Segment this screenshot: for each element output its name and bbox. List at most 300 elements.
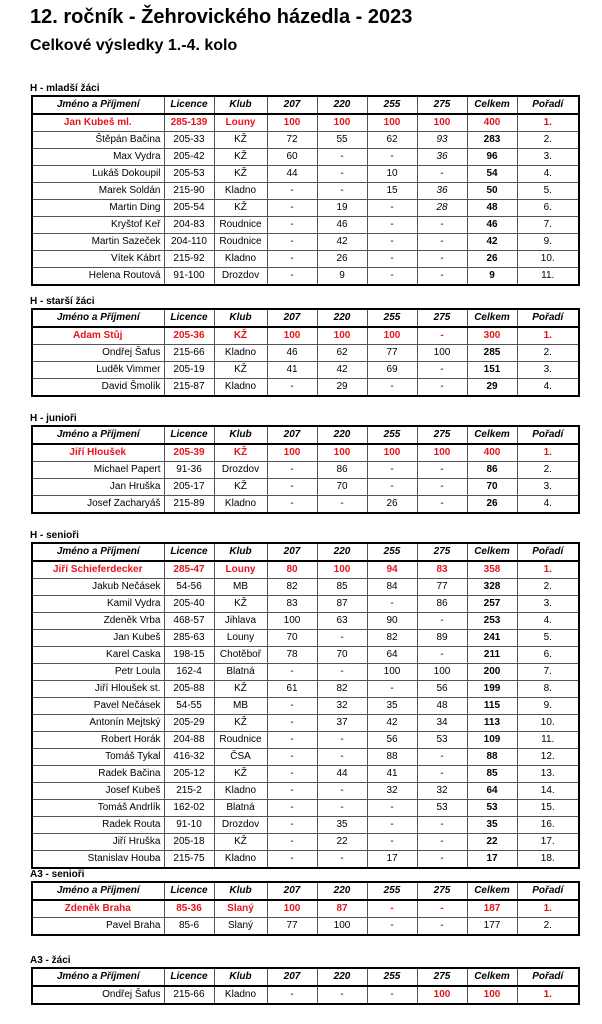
cell-rank: 8. [517, 681, 579, 698]
cell-r207: 41 [267, 362, 317, 379]
cell-rank: 4. [517, 166, 579, 183]
table-row [32, 918, 579, 936]
cell-r255: - [367, 834, 417, 851]
cell-r275: 28 [417, 200, 467, 217]
cell-r255: - [367, 268, 417, 286]
cell-name: Josef Zacharyáš [32, 496, 164, 514]
cell-name: Michael Papert [32, 462, 164, 479]
cell-licence: 205-39 [164, 444, 214, 462]
cell-total: 100 [467, 986, 517, 1004]
cell-r255: 100 [367, 114, 417, 132]
section-label-h-mladsi-zaci: H - mladší žáci [30, 83, 100, 94]
table-row [32, 234, 579, 251]
cell-r220: 85 [317, 579, 367, 596]
cell-name: Štěpán Bačina [32, 132, 164, 149]
cell-r255: 82 [367, 630, 417, 647]
table-row [32, 149, 579, 166]
cell-r255: 10 [367, 166, 417, 183]
cell-r207: - [267, 732, 317, 749]
cell-rank: 1. [517, 986, 579, 1004]
cell-name: Radek Routa [32, 817, 164, 834]
column-header: Jméno a Příjmení [32, 426, 164, 444]
table-row [32, 783, 579, 800]
cell-total: 358 [467, 561, 517, 579]
column-header: 255 [367, 882, 417, 900]
column-header: 220 [317, 309, 367, 327]
section-label-a3-seniori: A3 - senioři [30, 869, 85, 880]
column-header: 220 [317, 543, 367, 561]
cell-r220: 9 [317, 268, 367, 286]
cell-r220: 100 [317, 114, 367, 132]
table-row [32, 986, 579, 1004]
cell-club: Kladno [214, 379, 267, 397]
table-row [32, 183, 579, 200]
cell-r207: 72 [267, 132, 317, 149]
cell-name: Jan Kubeš [32, 630, 164, 647]
cell-licence: 215-75 [164, 851, 214, 869]
column-header: 207 [267, 882, 317, 900]
cell-r207: - [267, 217, 317, 234]
column-header: Jméno a Příjmení [32, 309, 164, 327]
cell-licence: 91-36 [164, 462, 214, 479]
cell-name: Kamil Vydra [32, 596, 164, 613]
results-table-h-seniori [31, 542, 580, 869]
column-header: 207 [267, 968, 317, 986]
cell-r275: 36 [417, 149, 467, 166]
cell-rank: 6. [517, 200, 579, 217]
cell-r255: 42 [367, 715, 417, 732]
cell-total: 400 [467, 444, 517, 462]
cell-licence: 205-40 [164, 596, 214, 613]
cell-r207: - [267, 462, 317, 479]
cell-r275: 100 [417, 664, 467, 681]
cell-licence: 416-32 [164, 749, 214, 766]
cell-r275: - [417, 166, 467, 183]
cell-total: 46 [467, 217, 517, 234]
column-header: Jméno a Příjmení [32, 882, 164, 900]
column-header: Pořadí [517, 426, 579, 444]
cell-r255: - [367, 986, 417, 1004]
column-header: Pořadí [517, 882, 579, 900]
cell-rank: 18. [517, 851, 579, 869]
cell-r207: 100 [267, 613, 317, 630]
cell-club: Roudnice [214, 217, 267, 234]
cell-r220: 87 [317, 900, 367, 918]
cell-licence: 215-66 [164, 986, 214, 1004]
cell-club: ČSA [214, 749, 267, 766]
cell-r255: - [367, 251, 417, 268]
cell-club: Kladno [214, 183, 267, 200]
cell-r255: 100 [367, 664, 417, 681]
cell-licence: 205-33 [164, 132, 214, 149]
cell-r207: - [267, 698, 317, 715]
cell-r207: 83 [267, 596, 317, 613]
cell-total: 22 [467, 834, 517, 851]
cell-club: Roudnice [214, 234, 267, 251]
cell-r275: 56 [417, 681, 467, 698]
cell-r207: - [267, 986, 317, 1004]
cell-r220: 86 [317, 462, 367, 479]
table-row [32, 681, 579, 698]
cell-total: 70 [467, 479, 517, 496]
cell-rank: 3. [517, 362, 579, 379]
cell-r220: 46 [317, 217, 367, 234]
cell-r275: 83 [417, 561, 467, 579]
cell-name: Petr Loula [32, 664, 164, 681]
column-header: 275 [417, 309, 467, 327]
cell-r220: - [317, 166, 367, 183]
table-row [32, 630, 579, 647]
cell-licence: 205-18 [164, 834, 214, 851]
cell-r255: 56 [367, 732, 417, 749]
cell-club: Chotěboř [214, 647, 267, 664]
page-subtitle: Celkové výsledky 1.-4. kolo [30, 37, 238, 54]
cell-name: Vítek Kábrt [32, 251, 164, 268]
cell-r275: 34 [417, 715, 467, 732]
cell-r255: - [367, 900, 417, 918]
column-header: Celkem [467, 968, 517, 986]
results-table-h-juniori [31, 425, 580, 514]
column-header: 255 [367, 968, 417, 986]
cell-club: KŽ [214, 479, 267, 496]
cell-total: 64 [467, 783, 517, 800]
cell-r255: 90 [367, 613, 417, 630]
cell-rank: 6. [517, 647, 579, 664]
cell-club: KŽ [214, 166, 267, 183]
cell-club: Louny [214, 114, 267, 132]
cell-name: Karel Caska [32, 647, 164, 664]
cell-r275: - [417, 900, 467, 918]
cell-name: Jiří Hruška [32, 834, 164, 851]
cell-r220: 19 [317, 200, 367, 217]
cell-r220: 32 [317, 698, 367, 715]
cell-r220: 22 [317, 834, 367, 851]
cell-r255: 94 [367, 561, 417, 579]
cell-rank: 9. [517, 234, 579, 251]
table-row [32, 327, 579, 345]
cell-r275: - [417, 851, 467, 869]
cell-name: Ondřej Šafus [32, 986, 164, 1004]
cell-name: Jiří Hloušek st. [32, 681, 164, 698]
cell-licence: 204-83 [164, 217, 214, 234]
cell-r255: 32 [367, 783, 417, 800]
cell-total: 400 [467, 114, 517, 132]
table-row [32, 114, 579, 132]
cell-name: Helena Routová [32, 268, 164, 286]
cell-r275: 32 [417, 783, 467, 800]
table-row [32, 561, 579, 579]
cell-r275: - [417, 749, 467, 766]
column-header: 220 [317, 426, 367, 444]
cell-rank: 1. [517, 444, 579, 462]
cell-r275: - [417, 251, 467, 268]
cell-licence: 54-56 [164, 579, 214, 596]
cell-r220: 100 [317, 327, 367, 345]
cell-r275: 53 [417, 732, 467, 749]
cell-total: 211 [467, 647, 517, 664]
table-row [32, 444, 579, 462]
column-header: Licence [164, 543, 214, 561]
cell-licence: 204-110 [164, 234, 214, 251]
cell-name: Adam Stůj [32, 327, 164, 345]
cell-r220: - [317, 749, 367, 766]
cell-r255: 35 [367, 698, 417, 715]
cell-total: 300 [467, 327, 517, 345]
column-header: Celkem [467, 543, 517, 561]
cell-r220: 70 [317, 479, 367, 496]
cell-r220: - [317, 664, 367, 681]
cell-club: KŽ [214, 766, 267, 783]
cell-total: 88 [467, 749, 517, 766]
column-header: Licence [164, 309, 214, 327]
cell-total: 26 [467, 496, 517, 514]
table-row [32, 647, 579, 664]
column-header: 220 [317, 96, 367, 114]
cell-name: Ondřej Šafus [32, 345, 164, 362]
cell-rank: 13. [517, 766, 579, 783]
cell-rank: 2. [517, 132, 579, 149]
cell-total: 54 [467, 166, 517, 183]
cell-r275: 100 [417, 114, 467, 132]
cell-r275: 100 [417, 444, 467, 462]
cell-name: Jakub Nečásek [32, 579, 164, 596]
cell-r220: - [317, 783, 367, 800]
cell-total: 253 [467, 613, 517, 630]
cell-club: Kladno [214, 496, 267, 514]
cell-r207: - [267, 251, 317, 268]
cell-total: 115 [467, 698, 517, 715]
cell-r275: - [417, 766, 467, 783]
table-row [32, 462, 579, 479]
cell-r255: - [367, 200, 417, 217]
column-header: Pořadí [517, 968, 579, 986]
cell-club: Drozdov [214, 817, 267, 834]
cell-total: 151 [467, 362, 517, 379]
cell-total: 328 [467, 579, 517, 596]
cell-r275: - [417, 647, 467, 664]
cell-club: MB [214, 698, 267, 715]
column-header: Celkem [467, 426, 517, 444]
table-header-row [32, 968, 579, 986]
cell-r220: 42 [317, 362, 367, 379]
column-header: 207 [267, 96, 317, 114]
table-row [32, 613, 579, 630]
column-header: Klub [214, 426, 267, 444]
cell-club: Louny [214, 561, 267, 579]
table-header-row [32, 96, 579, 114]
cell-r255: 88 [367, 749, 417, 766]
cell-r255: 69 [367, 362, 417, 379]
cell-r275: - [417, 327, 467, 345]
results-table-a3-zaci [31, 967, 580, 1005]
cell-licence: 205-36 [164, 327, 214, 345]
section-label-h-juniori: H - junioři [30, 413, 77, 424]
cell-rank: 1. [517, 900, 579, 918]
cell-rank: 7. [517, 664, 579, 681]
cell-r207: 100 [267, 444, 317, 462]
cell-licence: 285-139 [164, 114, 214, 132]
cell-r207: - [267, 200, 317, 217]
column-header: 255 [367, 309, 417, 327]
table-header-row [32, 426, 579, 444]
cell-r275: - [417, 479, 467, 496]
cell-total: 283 [467, 132, 517, 149]
table-row [32, 900, 579, 918]
cell-r207: 70 [267, 630, 317, 647]
cell-name: Zdeněk Vrba [32, 613, 164, 630]
cell-r220: 100 [317, 444, 367, 462]
cell-r220: 55 [317, 132, 367, 149]
column-header: 275 [417, 96, 467, 114]
cell-r220: - [317, 986, 367, 1004]
cell-club: Slaný [214, 918, 267, 936]
cell-club: Kladno [214, 783, 267, 800]
cell-total: 42 [467, 234, 517, 251]
table-row [32, 732, 579, 749]
cell-rank: 4. [517, 613, 579, 630]
cell-rank: 11. [517, 268, 579, 286]
cell-rank: 1. [517, 114, 579, 132]
table-row [32, 362, 579, 379]
cell-r207: 100 [267, 327, 317, 345]
cell-r207: - [267, 783, 317, 800]
table-row [32, 851, 579, 869]
cell-r255: 84 [367, 579, 417, 596]
cell-r255: - [367, 681, 417, 698]
cell-name: Antonín Mejtský [32, 715, 164, 732]
cell-club: Blatná [214, 664, 267, 681]
cell-name: Marek Soldán [32, 183, 164, 200]
cell-rank: 9. [517, 698, 579, 715]
cell-rank: 2. [517, 345, 579, 362]
cell-r207: - [267, 183, 317, 200]
cell-r207: - [267, 479, 317, 496]
cell-r255: 41 [367, 766, 417, 783]
column-header: Pořadí [517, 96, 579, 114]
cell-total: 9 [467, 268, 517, 286]
cell-club: Louny [214, 630, 267, 647]
cell-total: 200 [467, 664, 517, 681]
cell-licence: 215-92 [164, 251, 214, 268]
cell-r255: 100 [367, 327, 417, 345]
cell-name: Tomáš Andrlík [32, 800, 164, 817]
cell-r207: 46 [267, 345, 317, 362]
cell-licence: 91-100 [164, 268, 214, 286]
table-row [32, 834, 579, 851]
cell-r220: 100 [317, 561, 367, 579]
section-label-h-seniori: H - senioři [30, 530, 79, 541]
results-table-h-starsi-zaci [31, 308, 580, 397]
column-header: Licence [164, 426, 214, 444]
column-header: 255 [367, 426, 417, 444]
cell-total: 53 [467, 800, 517, 817]
cell-r207: - [267, 851, 317, 869]
cell-club: KŽ [214, 132, 267, 149]
cell-rank: 12. [517, 749, 579, 766]
cell-r255: 62 [367, 132, 417, 149]
cell-club: Drozdov [214, 462, 267, 479]
cell-licence: 205-54 [164, 200, 214, 217]
cell-r220: 29 [317, 379, 367, 397]
cell-name: Jiří Schieferdecker [32, 561, 164, 579]
cell-licence: 205-29 [164, 715, 214, 732]
table-row [32, 251, 579, 268]
cell-r275: 93 [417, 132, 467, 149]
cell-club: Kladno [214, 851, 267, 869]
cell-r275: - [417, 834, 467, 851]
cell-r220: 100 [317, 918, 367, 936]
cell-r255: 100 [367, 444, 417, 462]
column-header: Licence [164, 968, 214, 986]
column-header: Jméno a Příjmení [32, 543, 164, 561]
section-label-h-starsi-zaci: H - starší žáci [30, 296, 95, 307]
cell-licence: 215-90 [164, 183, 214, 200]
cell-r220: - [317, 149, 367, 166]
cell-r207: 82 [267, 579, 317, 596]
cell-r220: 87 [317, 596, 367, 613]
cell-licence: 162-4 [164, 664, 214, 681]
table-row [32, 345, 579, 362]
table-row [32, 379, 579, 397]
cell-licence: 162-02 [164, 800, 214, 817]
column-header: 275 [417, 543, 467, 561]
column-header: Licence [164, 882, 214, 900]
table-row [32, 496, 579, 514]
table-row [32, 817, 579, 834]
table-header-row [32, 882, 579, 900]
cell-r255: - [367, 817, 417, 834]
column-header: Celkem [467, 309, 517, 327]
table-header-row [32, 309, 579, 327]
cell-r220: 37 [317, 715, 367, 732]
cell-r207: - [267, 234, 317, 251]
cell-licence: 285-47 [164, 561, 214, 579]
cell-r207: - [267, 496, 317, 514]
cell-r255: 77 [367, 345, 417, 362]
cell-name: Tomáš Tykal [32, 749, 164, 766]
cell-r220: 44 [317, 766, 367, 783]
cell-r220: - [317, 183, 367, 200]
cell-licence: 85-36 [164, 900, 214, 918]
cell-r207: 44 [267, 166, 317, 183]
cell-r275: 53 [417, 800, 467, 817]
column-header: 207 [267, 309, 317, 327]
cell-r207: - [267, 379, 317, 397]
cell-r275: 100 [417, 345, 467, 362]
cell-r220: - [317, 630, 367, 647]
cell-rank: 5. [517, 630, 579, 647]
cell-club: KŽ [214, 200, 267, 217]
results-table-h-mladsi-zaci [31, 95, 580, 286]
cell-licence: 205-17 [164, 479, 214, 496]
cell-rank: 15. [517, 800, 579, 817]
cell-total: 113 [467, 715, 517, 732]
cell-r207: - [267, 817, 317, 834]
page-title: 12. ročník - Žehrovického házedla - 2023 [30, 6, 413, 28]
cell-name: David Šmolík [32, 379, 164, 397]
table-row [32, 715, 579, 732]
cell-rank: 2. [517, 462, 579, 479]
cell-total: 50 [467, 183, 517, 200]
cell-r275: - [417, 817, 467, 834]
column-header: Jméno a Příjmení [32, 96, 164, 114]
cell-r220: 70 [317, 647, 367, 664]
cell-r207: - [267, 664, 317, 681]
cell-rank: 3. [517, 596, 579, 613]
cell-name: Max Vydra [32, 149, 164, 166]
cell-club: KŽ [214, 362, 267, 379]
cell-name: Jan Hruška [32, 479, 164, 496]
